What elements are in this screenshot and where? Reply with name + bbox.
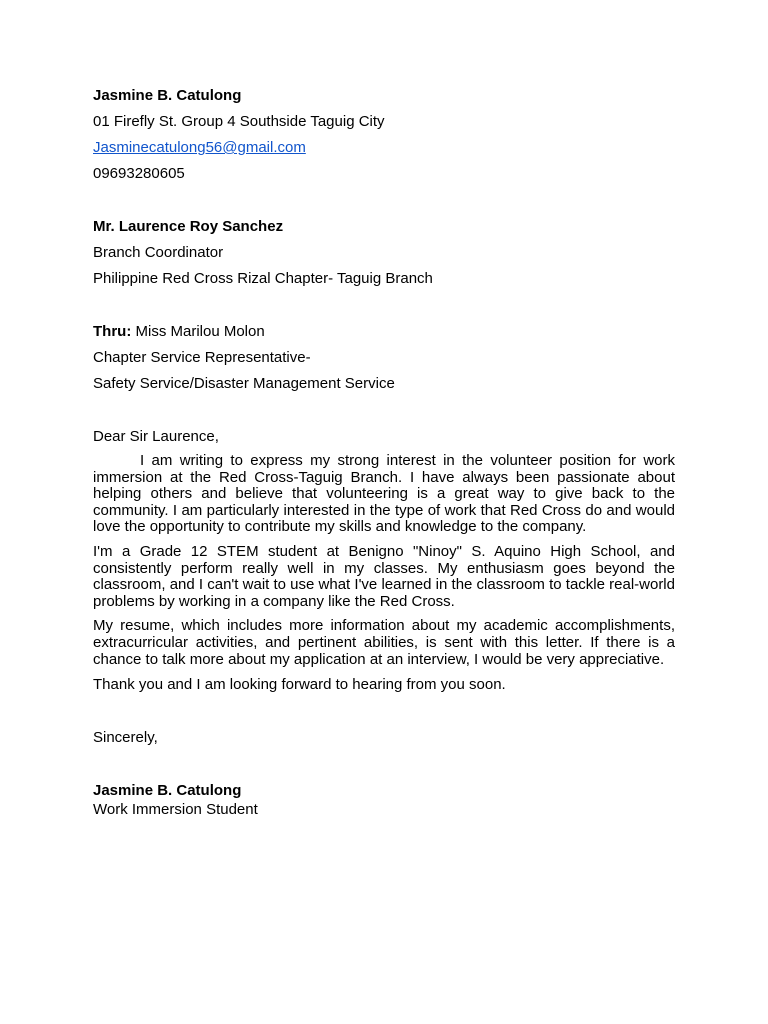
recipient-organization: Philippine Red Cross Rizal Chapter- Taguig Branch [93,270,433,287]
body-paragraph-4: Thank you and I am looking forward to hearing from you soon. [93,676,506,694]
body-paragraph-1: I am writing to express my strong interest in the volunteer position for work immersion at the Red Cross-Taguig Branch. I have always been passionate about helping others and believe that volunteering is a great way to give back to the community. I am particularly interested in the type of work that Red Cross do and would love the opportunity to contribute my skills and knowledge to the company. [93,452,675,536]
letter [93,86,675,819]
thru-line [93,322,675,341]
body-paragraph-2: I'm a Grade 12 STEM student at Benigno "Ninoy" S. Aquino High School, and consistently perform really well in my classes. My enthusiasm goes beyond the classroom, and I can't wait to use what I've learned in the classroom to tackle real-world problems by working in a company like the Red Cross. [93,542,675,610]
thru-label: Thru: [93,323,132,340]
recipient-name: Mr. Laurence Roy Sanchez [93,218,284,235]
thru-name: Miss Marilou Molon [135,323,265,340]
salutation: Dear Sir Laurence, [93,428,219,445]
sender-email-link[interactable]: Jasminecatulong56@gmail.com [93,139,306,156]
valediction: Sincerely, [93,729,158,747]
sender-name: Jasmine B. Catulong [93,87,242,104]
thru-title-line1: Chapter Service Representative- [93,349,311,366]
sender-email-line [93,138,675,157]
signature-name: Jasmine B. Catulong [93,782,242,800]
body-paragraph-3: My resume, which includes more information about my academic accomplishments, extracurricular activities, and pertinent abilities, is sent with this letter. If there is a chance to talk more about my application at an interview, I would be very appreciative. [93,617,675,668]
thru-title-line2: Safety Service/Disaster Management Service [93,375,395,392]
recipient-title: Branch Coordinator [93,244,224,261]
sender-phone: 09693280605 [93,165,185,182]
sender-address: 01 Firefly St. Group 4 Southside Taguig City [93,113,385,130]
signature-role: Work Immersion Student [93,801,258,819]
